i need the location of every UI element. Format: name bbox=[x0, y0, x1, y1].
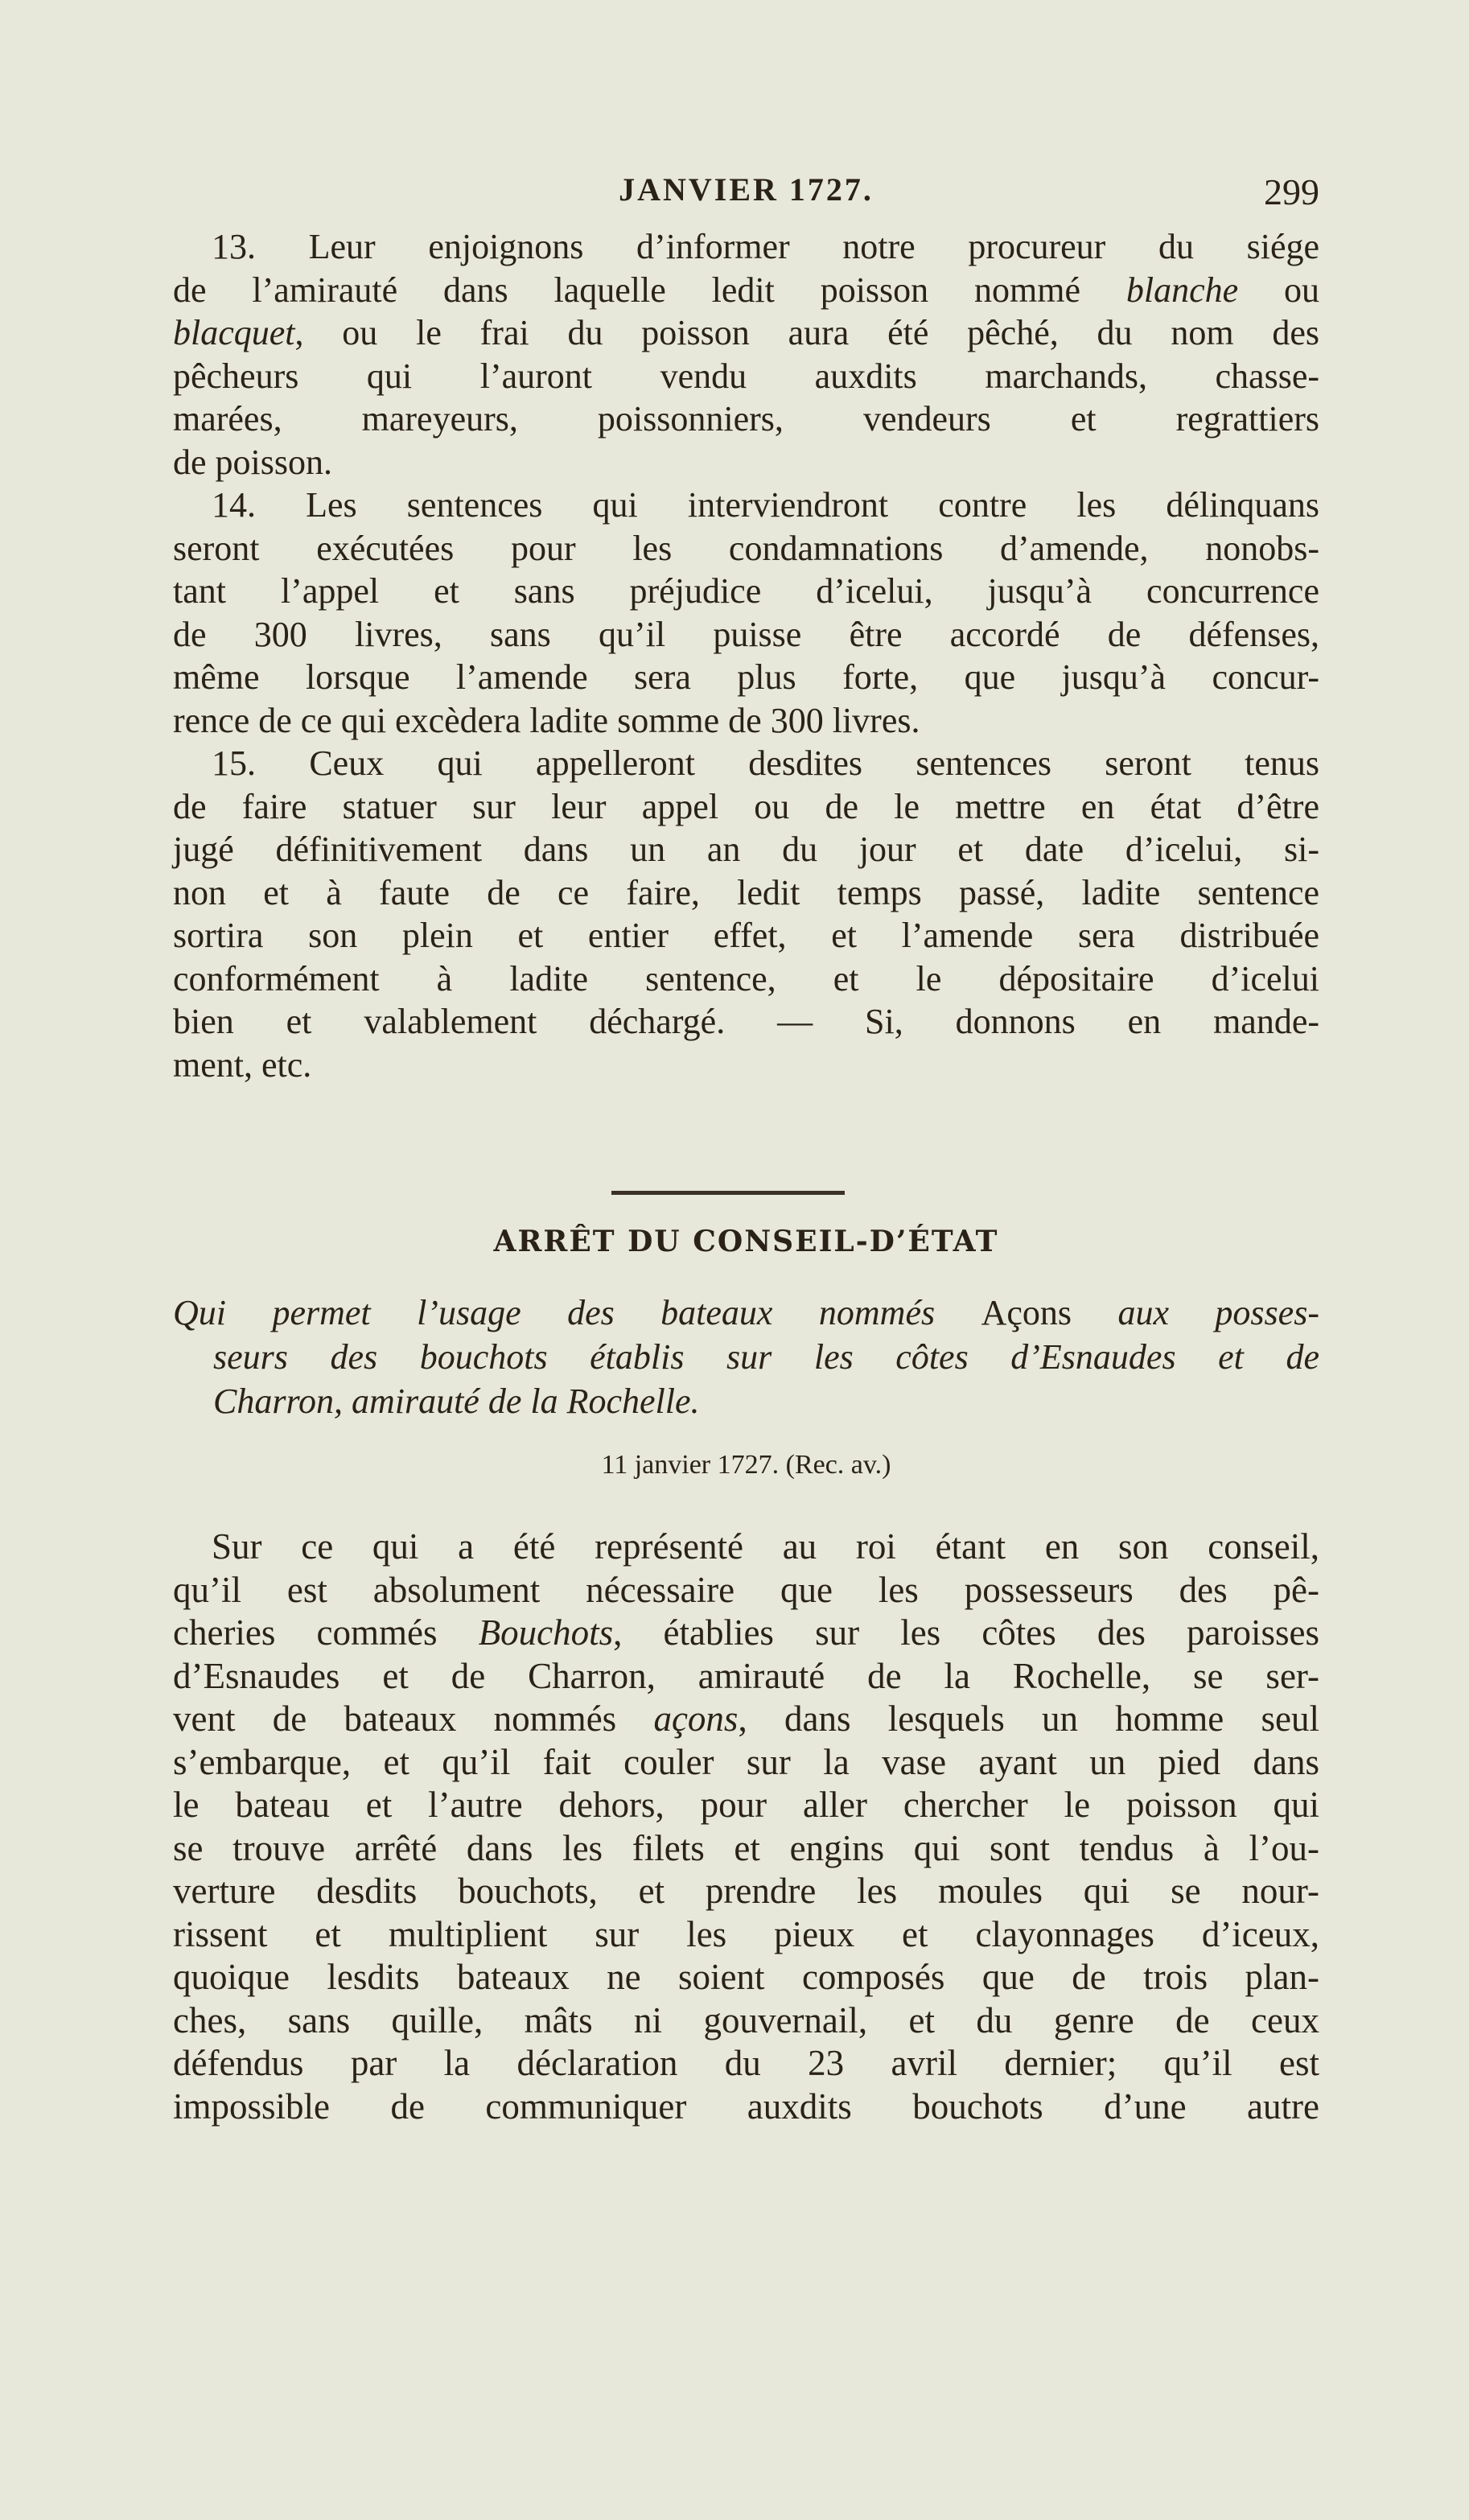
text-line bbox=[173, 1000, 1319, 1044]
text-line bbox=[173, 871, 1319, 915]
text-line bbox=[173, 2086, 1319, 2129]
running-title: JANVIER 1727. bbox=[619, 171, 874, 208]
text-segment: sortira son plein et entier effet, et l’amende sera distribuée bbox=[173, 916, 1319, 955]
text-segment: conformément à ladite sentence, et le dépositaire d’icelui bbox=[173, 958, 1319, 999]
text-line bbox=[173, 656, 1319, 699]
text-line bbox=[173, 570, 1319, 613]
text-segment: de poisson. bbox=[173, 442, 332, 482]
text-line bbox=[173, 699, 1319, 743]
text-segment: Açons bbox=[981, 1293, 1072, 1332]
italic-term: açons bbox=[653, 1699, 739, 1739]
articles-13-15 bbox=[173, 225, 1319, 1086]
text-segment: aux posses- bbox=[1072, 1293, 1319, 1332]
text-line bbox=[173, 1655, 1319, 1699]
text-line bbox=[173, 484, 1319, 527]
text-segment: quoique lesdits bateaux ne soient composés que de trois plan- bbox=[173, 1957, 1319, 1997]
text-line bbox=[173, 1698, 1319, 1741]
text-line bbox=[173, 1291, 1319, 1335]
text-segment: se trouve arrêté dans les filets et engins qui sont tendus à l’ou- bbox=[173, 1827, 1319, 1868]
text-segment: vent de bateaux nommés bbox=[173, 1699, 654, 1739]
text-line bbox=[173, 1526, 1319, 1569]
text-segment: seurs des bouchots établis sur les côtes d’Esnaudes et de bbox=[213, 1337, 1319, 1377]
text-segment: Qui permet l’usage des bateaux nommés bbox=[173, 1293, 981, 1332]
text-segment: de 300 livres, sans qu’il puisse être accordé de défenses, bbox=[173, 614, 1319, 654]
text-line bbox=[173, 1870, 1319, 1913]
text-line bbox=[173, 527, 1319, 570]
section-divider bbox=[611, 1191, 845, 1195]
text-segment: défendus par la déclaration du 23 avril dernier; qu’il est bbox=[173, 2043, 1319, 2083]
text-segment: s’embarque, et qu’il fait couler sur la vase ayant un pied dans bbox=[173, 1741, 1319, 1782]
text-line bbox=[173, 225, 1319, 269]
text-segment: qu’il est absolument nécessaire que les possesseurs des pê- bbox=[173, 1569, 1319, 1610]
arret-body bbox=[173, 1526, 1319, 2128]
text-line bbox=[173, 828, 1319, 871]
text-segment: verture desdits bouchots, et prendre les moules qui se nour- bbox=[173, 1871, 1319, 1911]
text-segment: seront exécutées pour les condamnations d’amende, nonobs- bbox=[173, 528, 1319, 568]
text-line bbox=[173, 957, 1319, 1001]
text-line bbox=[173, 1741, 1319, 1785]
text-segment: rissent et multiplient sur les pieux et clayonnages d’iceux, bbox=[173, 1913, 1319, 1954]
text-segment: 13. Leur enjoignons d’informer notre procureur du siége bbox=[212, 227, 1319, 266]
text-line bbox=[173, 914, 1319, 957]
text-segment: bien et valablement déchargé. — Si, donnons en mande- bbox=[173, 1002, 1319, 1041]
text-segment: jugé définitivement dans un an du jour et date d’icelui, si- bbox=[173, 830, 1319, 869]
italic-term: blacquet bbox=[173, 313, 295, 352]
text-segment: le bateau et l’autre dehors, pour aller chercher le poisson qui bbox=[173, 1785, 1319, 1825]
text-segment: de faire statuer sur leur appel ou de le mettre en état d’être bbox=[173, 786, 1319, 826]
text-line bbox=[173, 1784, 1319, 1827]
text-segment: de l’amirauté dans laquelle ledit poisson nommé bbox=[173, 270, 1126, 310]
text-segment: Charron, amirauté de la Rochelle. bbox=[213, 1381, 700, 1421]
text-segment: ment, etc. bbox=[173, 1044, 312, 1085]
text-line bbox=[173, 1827, 1319, 1871]
text-segment: même lorsque l’amende sera plus forte, que jusqu’à concur- bbox=[173, 657, 1319, 697]
text-segment: , dans lesquels un homme seul bbox=[738, 1699, 1319, 1739]
section-subtitle bbox=[173, 1291, 1319, 1423]
text-line bbox=[173, 1999, 1319, 2043]
italic-term: blanche bbox=[1125, 270, 1239, 310]
text-line bbox=[173, 311, 1319, 355]
text-line bbox=[173, 1335, 1319, 1379]
italic-term: Bouchots bbox=[478, 1612, 614, 1653]
text-segment: 14. Les sentences qui interviendront contre les délinquans bbox=[212, 485, 1319, 525]
text-segment: d’Esnaudes et de Charron, amirauté de la Rochelle, se ser- bbox=[173, 1655, 1319, 1696]
page-number: 299 bbox=[1264, 171, 1319, 212]
text-segment: pêcheurs qui l’auront vendu auxdits marchands, chasse- bbox=[173, 356, 1319, 396]
text-segment: , établies sur les côtes des paroisses bbox=[613, 1612, 1319, 1653]
text-line bbox=[173, 269, 1319, 312]
text-line bbox=[173, 441, 1319, 484]
text-line bbox=[173, 397, 1319, 441]
section-heading: ARRÊT DU CONSEIL-D’ÉTAT bbox=[493, 1225, 999, 1258]
date-line: 11 janvier 1727. (Rec. av.) bbox=[601, 1450, 891, 1480]
text-segment: ches, sans quille, mâts ni gouvernail, et du genre de ceux bbox=[173, 1999, 1319, 2040]
text-segment: 15. Ceux qui appelleront desdites sentences seront tenus bbox=[212, 743, 1319, 783]
text-segment: marées, mareyeurs, poissonniers, vendeurs et regrattiers bbox=[173, 399, 1319, 439]
text-line bbox=[173, 785, 1319, 829]
text-segment: rence de ce qui excèdera ladite somme de 300 livres. bbox=[173, 700, 920, 740]
text-line bbox=[173, 1956, 1319, 1999]
text-segment: , ou le frai du poisson aura été pêché, du nom des bbox=[294, 313, 1319, 352]
text-segment: impossible de communiquer auxdits bouchots d’une autre bbox=[173, 2086, 1319, 2127]
text-segment: cheries commés bbox=[173, 1612, 479, 1653]
text-line bbox=[173, 355, 1319, 398]
running-header bbox=[173, 171, 1319, 219]
text-segment: non et à faute de ce faire, ledit temps passé, ladite sentence bbox=[173, 872, 1319, 912]
text-line bbox=[173, 613, 1319, 657]
text-line bbox=[173, 1379, 1319, 1423]
text-line bbox=[173, 2042, 1319, 2086]
text-line bbox=[173, 742, 1319, 785]
text-line bbox=[173, 1044, 1319, 1087]
text-line bbox=[173, 1612, 1319, 1655]
text-segment: ou bbox=[1238, 270, 1320, 310]
text-segment: Sur ce qui a été représenté au roi étant en son conseil, bbox=[212, 1526, 1319, 1567]
text-segment: tant l’appel et sans préjudice d’icelui, jusqu’à concurrence bbox=[173, 571, 1319, 611]
text-line bbox=[173, 1569, 1319, 1612]
text-line bbox=[173, 1913, 1319, 1957]
